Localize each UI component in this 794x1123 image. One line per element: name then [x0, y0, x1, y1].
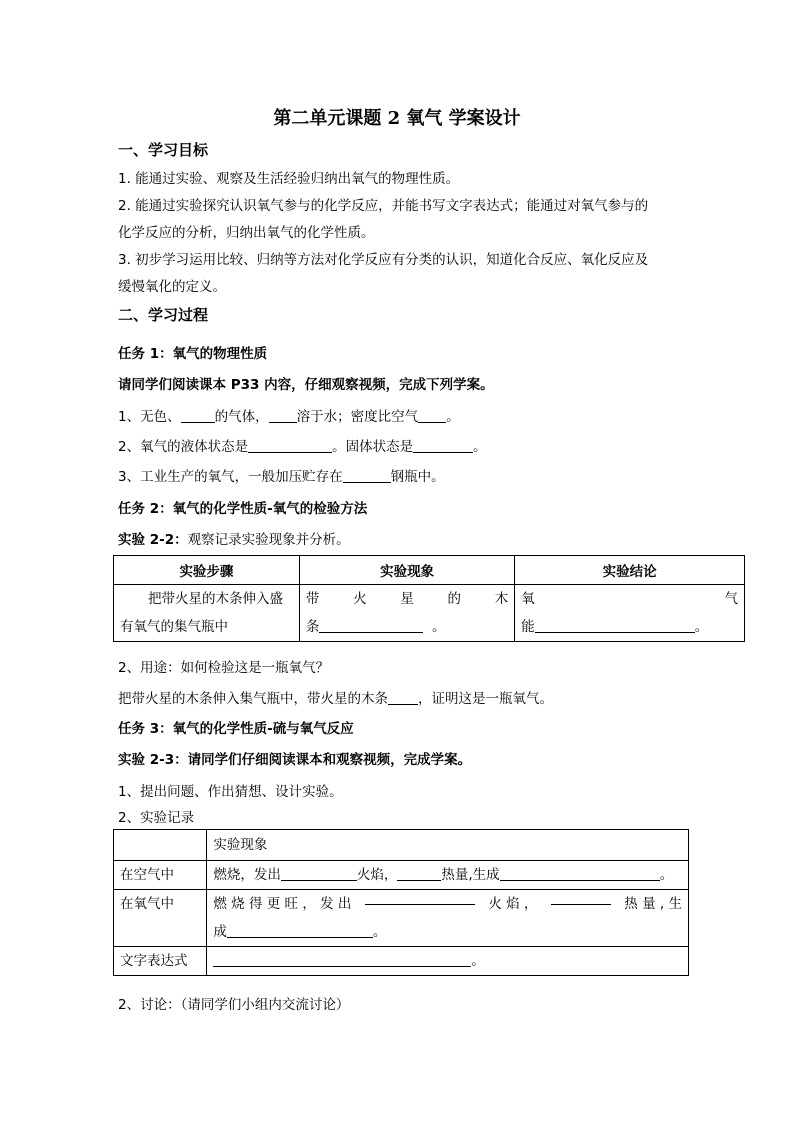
- q2-text-c: 。: [473, 439, 487, 455]
- task-2-title: 任务 2：氧气的化学性质-氧气的检验方法: [118, 501, 368, 517]
- blank-state[interactable]: [181, 408, 215, 423]
- row-label-oxygen-text: 在氧气中: [120, 896, 174, 912]
- blank-relight[interactable]: [388, 690, 418, 705]
- experiment-2-2-label: 实验 2-2：: [118, 532, 188, 548]
- oxygen-line-2: [213, 918, 682, 946]
- row-equation: [207, 947, 689, 976]
- obs-char: 的: [447, 591, 462, 607]
- header-conclusion: 实验结论: [515, 556, 745, 585]
- question-3: [118, 468, 445, 486]
- corner-cell: [114, 830, 207, 861]
- use-answer: [118, 690, 553, 708]
- oxygen-text-b: 火 焰 ，: [488, 896, 538, 912]
- step-2: 2、实验记录: [118, 810, 195, 826]
- experiment-2-3-text: 请同学们仔细阅读课本和观察视频，完成学案。: [187, 752, 472, 768]
- oxygen-text-e: 。: [372, 924, 387, 940]
- air-text-b: 火焰，: [356, 867, 398, 883]
- step-line-2: 有氧气的集气瓶中: [120, 619, 228, 635]
- blank-product-air[interactable]: [500, 866, 660, 881]
- phenomena-line-1: [306, 585, 508, 613]
- air-text-a: 燃烧，发出: [213, 867, 281, 883]
- goal-1: 1. 能通过实验、观察及生活经验归纳出氧气的物理性质。: [118, 171, 460, 187]
- goal-3-line-2: 缓慢氧化的定义。: [118, 279, 226, 295]
- task-1-title: 任务 1：氧气的物理性质: [118, 346, 268, 362]
- use-answer-a: 把带火星的木条伸入集气瓶中，带火星的木条: [118, 691, 388, 707]
- goal-3-line-1: 3. 初步学习运用比较、归纳等方法对化学反应有分类的认识，知道化合反应、氧化反应及: [118, 252, 649, 268]
- section-heading-goals: 一、学习目标: [118, 141, 209, 159]
- con-char: 气: [724, 591, 738, 607]
- conclusion-line-1: [521, 585, 738, 613]
- q1-text-c: 溶于水；密度比空气: [296, 409, 419, 425]
- blank-word-equation[interactable]: [213, 952, 471, 967]
- blank-cylinder-color[interactable]: [343, 468, 391, 483]
- blank-conclusion[interactable]: [535, 618, 695, 633]
- obs-char: 带: [305, 591, 320, 607]
- row-label-oxygen: [114, 890, 207, 947]
- q2-text-b: 。固体状态是: [332, 439, 414, 455]
- row-air: [207, 861, 689, 890]
- experiment-2-3-label: 实验 2-3：: [118, 752, 188, 768]
- oxygen-line-1: [213, 890, 682, 918]
- conclusion-line-2: [521, 613, 738, 641]
- air-text-c: 热量,生成: [441, 867, 500, 883]
- section-heading-process: 二、学习过程: [118, 306, 209, 324]
- blank-heat-oxygen[interactable]: [551, 890, 611, 905]
- oxygen-text-d: 成: [213, 924, 227, 940]
- blank-solid-state[interactable]: [413, 438, 473, 453]
- equation-period: 。: [471, 953, 485, 969]
- con-text: 能: [521, 619, 535, 635]
- experiment-2-2: [118, 531, 350, 549]
- experiment-2-2-table: [113, 555, 745, 642]
- task-1-instruction: 请同学们阅读课本 P33 内容，仔细观察视频，完成下列学案。: [118, 377, 494, 393]
- con-period: 。: [694, 619, 709, 635]
- q3-text-b: 钢瓶中。: [390, 469, 445, 485]
- header-steps: 实验步骤: [114, 556, 300, 585]
- obs-period: 。: [431, 619, 446, 635]
- use-question: 2、用途：如何检验这是一瓶氧气？: [118, 660, 330, 676]
- goal-2-line-1: 2. 能通过实验探究认识氧气参与的化学反应，并能书写文字表达式；能通过对氧气参与的: [118, 198, 649, 214]
- step-line-1: 把带火星的木条伸入盛: [148, 591, 283, 607]
- blank-density[interactable]: [418, 408, 446, 423]
- goal-2-line-2: 化学反应的分析，归纳出氧气的化学性质。: [118, 225, 375, 241]
- experiment-2-2-text: 观察记录实验现象并分析。: [187, 532, 350, 548]
- con-char: 氧: [521, 591, 535, 607]
- blank-heat-air[interactable]: [397, 866, 441, 881]
- q2-text-a: 2、氧气的液体状态是: [118, 439, 249, 455]
- experiment-2-3: [118, 751, 471, 769]
- row-label-equation: 文字表达式: [114, 947, 207, 976]
- air-text-d: 。: [659, 867, 674, 883]
- oxygen-text-c: 热 量 , 生: [624, 896, 682, 912]
- cell-phenomena: [299, 585, 514, 642]
- cell-steps: [114, 585, 300, 642]
- obs-char: 木: [494, 591, 509, 607]
- blank-liquid-state[interactable]: [248, 438, 332, 453]
- oxygen-text-a: 燃 烧 得 更 旺 ， 发 出: [213, 896, 352, 912]
- obs-char: 火: [353, 591, 367, 607]
- use-answer-b: ，证明这是一瓶氧气。: [418, 691, 553, 707]
- q3-text-a: 3、工业生产的氧气，一般加压贮存在: [118, 469, 343, 485]
- step-1: 1、提出问题、作出猜想、设计实验。: [118, 784, 343, 800]
- phenomena-line-2: [306, 613, 508, 641]
- sulfur-experiment-table: [113, 829, 689, 976]
- blank-product-oxygen[interactable]: [227, 923, 373, 938]
- obs-text: 条: [305, 619, 320, 635]
- row-label-air: 在空气中: [114, 861, 207, 890]
- question-2: [118, 438, 487, 456]
- discussion: 2、讨论：（请同学们小组内交流讨论）: [118, 997, 350, 1013]
- blank-phenomenon[interactable]: [319, 618, 423, 633]
- blank-solubility[interactable]: [269, 408, 297, 423]
- obs-char: 星: [400, 591, 414, 607]
- q1-text-d: 。: [446, 409, 460, 425]
- header-phenomena: 实验现象: [299, 556, 514, 585]
- cell-conclusion: [515, 585, 745, 642]
- page-title: 第二单元课题 2 氧气 学案设计: [273, 108, 521, 129]
- blank-flame-air[interactable]: [281, 866, 357, 881]
- q1-text-a: 1、无色、: [118, 409, 181, 425]
- header-phenomena: 实验现象: [207, 830, 689, 861]
- task-3-title: 任务 3：氧气的化学性质-硫与氧气反应: [118, 721, 354, 737]
- question-1: [118, 408, 460, 426]
- row-oxygen: [207, 890, 689, 947]
- q1-text-b: 的气体，: [214, 409, 269, 425]
- blank-flame-oxygen[interactable]: [365, 890, 475, 905]
